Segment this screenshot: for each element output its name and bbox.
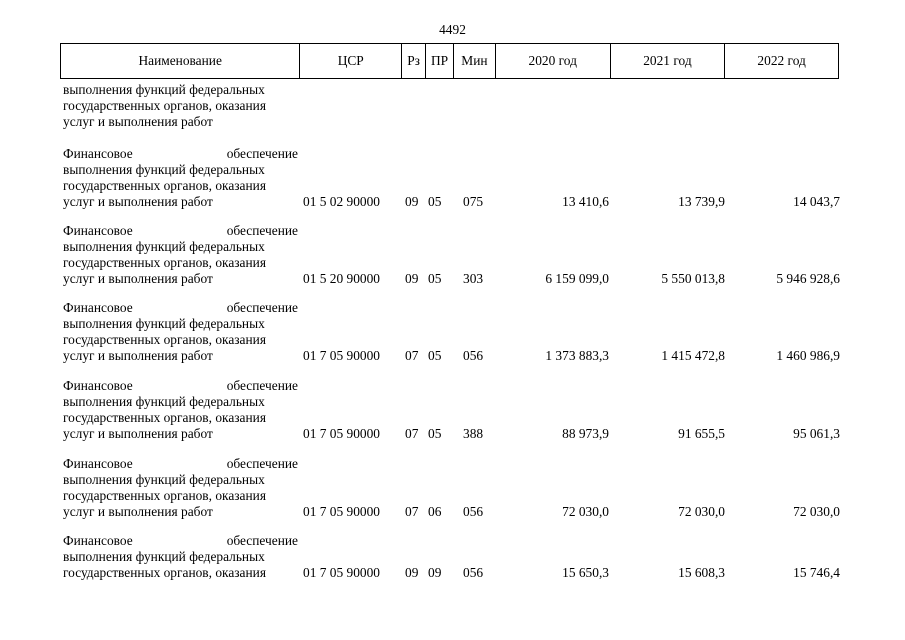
rz-cell: 09 [405,565,419,580]
value-2020: 88 973,9 [562,426,609,441]
name-line: Финансовое обеспечение [63,146,298,161]
min-cell: 056 [463,565,484,580]
header-2020: 2020 год [496,44,611,78]
name-line: выполнения функций федеральных [63,394,265,409]
csr-cell: 01 5 20 90000 [303,271,380,286]
csr-cell: 01 5 02 90000 [303,194,380,209]
pr-cell: 05 [428,426,442,441]
pr-cell: 05 [428,348,442,363]
name-line: услуг и выполнения работ [63,194,213,209]
value-2022: 95 061,3 [793,426,840,441]
rz-cell: 09 [405,271,419,286]
min-cell: 388 [463,426,484,441]
name-line: Финансовое обеспечение [63,378,298,393]
rz-cell: 07 [405,426,419,441]
value-2022: 72 030,0 [793,504,840,519]
header-name: Наименование [61,44,300,78]
name-line: Финансовое обеспечение [63,456,298,471]
value-2021: 15 608,3 [678,565,725,580]
rz-cell: 07 [405,504,419,519]
min-cell: 056 [463,504,484,519]
name-line: услуг и выполнения работ [63,504,213,519]
value-2020: 1 373 883,3 [545,348,609,363]
pr-cell: 05 [428,194,442,209]
name-line: Финансовое обеспечение [63,223,298,238]
name-line: выполнения функций федеральных [63,316,265,331]
name-line: государственных органов, оказания [63,565,266,580]
name-line: Финансовое обеспечение [63,533,298,548]
csr-cell: 01 7 05 90000 [303,504,380,519]
row-name [63,456,298,520]
value-2022: 1 460 986,9 [776,348,840,363]
header-min: Мин [454,44,496,78]
name-line: государственных органов, оказания [63,98,266,113]
name-line: услуг и выполнения работ [63,426,213,441]
row-name [63,300,298,364]
header-csr: ЦСР [300,44,402,78]
min-cell: 075 [463,194,484,209]
continuation-name [63,82,298,130]
csr-cell: 01 7 05 90000 [303,426,380,441]
name-line: выполнения функций федеральных [63,239,265,254]
csr-cell: 01 7 05 90000 [303,348,380,363]
row-name [63,533,298,581]
value-2020: 72 030,0 [562,504,609,519]
name-line: государственных органов, оказания [63,178,266,193]
header-rz: Рз [402,44,426,78]
name-line: услуг и выполнения работ [63,114,213,129]
value-2021: 5 550 013,8 [661,271,725,286]
min-cell: 056 [463,348,484,363]
rz-cell: 07 [405,348,419,363]
name-line: выполнения функций федеральных [63,549,265,564]
value-2022: 5 946 928,6 [776,271,840,286]
value-2020: 13 410,6 [562,194,609,209]
name-line: государственных органов, оказания [63,255,266,270]
rz-cell: 09 [405,194,419,209]
table-header [60,43,839,79]
header-2022: 2022 год [757,53,806,68]
value-2021: 1 415 472,8 [661,348,725,363]
value-2020: 6 159 099,0 [545,271,609,286]
name-line: государственных органов, оказания [63,332,266,347]
value-2021: 13 739,9 [678,194,725,209]
name-line: выполнения функций федеральных [63,472,265,487]
name-line: услуг и выполнения работ [63,348,213,363]
value-2022: 15 746,4 [793,565,840,580]
name-line: выполнения функций федеральных [63,162,265,177]
pr-cell: 05 [428,271,442,286]
value-2021: 91 655,5 [678,426,725,441]
value-2022: 14 043,7 [793,194,840,209]
name-line: Финансовое обеспечение [63,300,298,315]
header-2021: 2021 год [611,44,726,78]
min-cell: 303 [463,271,484,286]
name-line: выполнения функций федеральных [63,82,265,97]
row-name [63,378,298,442]
name-line: государственных органов, оказания [63,410,266,425]
name-line: услуг и выполнения работ [63,271,213,286]
page-number: 4492 [439,22,466,37]
name-line: государственных органов, оказания [63,488,266,503]
pr-cell: 09 [428,565,442,580]
row-name [63,146,298,210]
header-pr: ПР [426,44,454,78]
row-name [63,223,298,287]
value-2020: 15 650,3 [562,565,609,580]
csr-cell: 01 7 05 90000 [303,565,380,580]
value-2021: 72 030,0 [678,504,725,519]
pr-cell: 06 [428,504,442,519]
